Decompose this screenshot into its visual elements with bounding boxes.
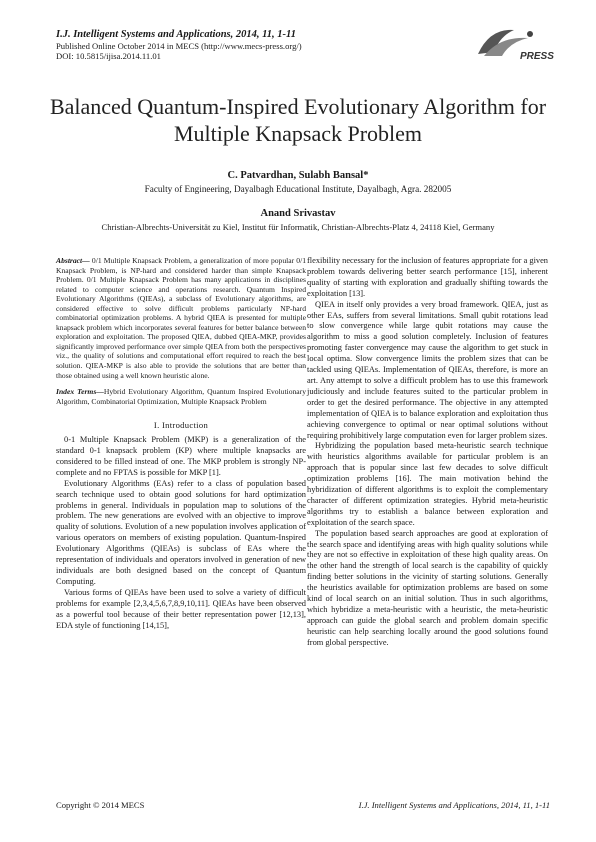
index-terms-text: Hybrid Evolutionary Algorithm, Quantum Inspired Evolutionary Algorithm, Combinatorial Optimization, Multiple Knapsack Problem	[56, 387, 306, 406]
footer-journal: I.J. Intelligent Systems and Applications, 2014, 11, 1-11	[358, 800, 550, 810]
authors-primary: C. Patvardhan, Sulabh Bansal*	[227, 170, 369, 181]
mecs-press-logo-icon	[470, 22, 560, 62]
body-paragraph: 0-1 Multiple Knapsack Problem (MKP) is a generalization of the standard 0-1 knapsack problem (KP) where multiple knapsacks are considered to be filled instead of one. The MKP problem is strongly NP-complete and no FPTAS is possible for MKP [1].	[56, 435, 306, 477]
body-paragraph: Various forms of QIEAs have been used to solve a variety of difficult problems for example [2,3,4,5,6,7,8,9,10,11]. QIEAs have been observed as a powerful tool because of their better representation power [12,13], EDA style of functioning [14,15],	[56, 587, 306, 630]
doi: DOI: 10.5815/ijisa.2014.11.01	[56, 51, 161, 61]
abstract	[56, 256, 306, 380]
paper-title: Balanced Quantum-Inspired Evolutionary Algorithm for Multiple Knapsack Problem	[49, 94, 547, 146]
publication-info: Published Online October 2014 in MECS (http://www.mecs-press.org/)	[56, 41, 302, 51]
index-terms-label: Index Terms—	[56, 387, 104, 397]
body-paragraph: Evolutionary Algorithms (EAs) refer to a class of population based search technique used to obtain good solutions for hard optimization problems in general. Individuals in population map to solutions of the problem. The new generations are evolved with an objective to improve quality of solutions. Evolution of a new population involves application of various operators on members of existing population. Quantum-Inspired Evolutionary Algorithms (QIEAs) is subclass of EAs where the representation of individuals and operators involved in generation of new individuals are both designed based on the concept of Quantum Computing.	[56, 478, 306, 586]
journal-header	[56, 28, 416, 61]
abstract-text: 0/1 Multiple Knapsack Problem, a generalization of more popular 0/1 Knapsack Problem, is NP-hard and considered harder than simple Knapsack Problem. 0/1 Multiple Knapsack Problem has many applications in disciplines related to computer science and operations research. Quantum Inspired Evolutionary Algorithms (QIEAs), a subclass of Evolutionary algorithms, are considered effective to solve difficult problems particularly NP-hard combinatorial optimization problems. A hybrid QIEA is presented for multiple knapsack problem which incorporates several features for better balance between exploration and exploitation. The proposed QIEA, dubbed QIEA-MKP, provides significantly improved performance over simple QIEA from both the perspectives viz., the quality of solutions and computational effort required to reach the best solution. QIEA-MKP is also able to provide the solutions that are better than those obtained using a well known heuristic alone.	[56, 256, 306, 380]
right-column	[307, 256, 548, 649]
affiliation-secondary: Christian-Albrechts-Universität zu Kiel, Institut für Informatik, Christian-Albrechts-Platz 4, 24118 Kiel, Germany	[101, 222, 495, 232]
body-paragraph: QIEA in itself only provides a very broad framework. QIEA, just as other EAs, suffers from several limitations. Small qubit rotations lead to slow convergence while large qubit rotations may cause the algorithm to miss a good solution completely. Inclusion of features promoting faster convergence may cause the algorithm to get stuck in local optima. Slow convergence limits the problem sizes that can be tackled using QIEAs. Implementation of QIEAs, therefore, is more an art. Any attempt to solve a difficult problem has to use this framework judiciously and include features suited to the particular problem in order to get the desired performance. The objective in any attempted implementation of QIEA is to balance exploration and exploitation thus achieving convergence to optimal or near optimal solutions without requiring prohibitively large computation even for larger problem sizes.	[307, 299, 548, 440]
footer-copyright: Copyright © 2014 MECS	[56, 800, 145, 810]
affiliation-primary: Faculty of Engineering, Dayalbagh Educational Institute, Dayalbagh, Agra. 282005	[144, 184, 452, 194]
authors-secondary: Anand Srivastav	[260, 208, 336, 219]
index-terms	[56, 387, 306, 406]
left-column	[56, 256, 306, 631]
body-paragraph: flexibility necessary for the inclusion of features appropriate for a given problem towards delivering better search performance [15], inherent quality of starting with exploration and gradually shifting towards the exploitation [13].	[307, 256, 548, 298]
logo-text: PRESS	[520, 51, 554, 62]
body-paragraph: The population based search approaches are good at exploration of the search space and identifying areas with high quality solutions while they are not so effective in exploitation of these high quality areas. On the other hand the strength of local search is the capability of quickly finding better solutions in the vicinity of starting solutions. Generally the heuristics available for optimization problems are based on some kind of local search on an initial solution. Thus in such algorithms, which hybridize a meta-heuristic with a heuristic, the meta-heuristic approach can guide the global search and problem domain specific heuristic can help searching locally around the good solutions found from global perspective.	[307, 528, 548, 647]
section-heading: I. Introduction	[153, 420, 209, 431]
abstract-label: Abstract—	[56, 256, 90, 265]
journal-name: I.J. Intelligent Systems and Applications, 2014, 11, 1-11	[56, 29, 296, 40]
body-paragraph: Hybridizing the population based meta-heuristic search technique with heuristics algorithms available for particular problem is an approach that is popular since last few decades to solve difficult optimization problems [16]. The main motivation behind the hybridization of different algorithms is to exploit the complementary character of different optimization strategies. Hybrid meta-heuristic algorithms try to establish a balance between exploration and exploitation of the search space.	[307, 441, 548, 527]
